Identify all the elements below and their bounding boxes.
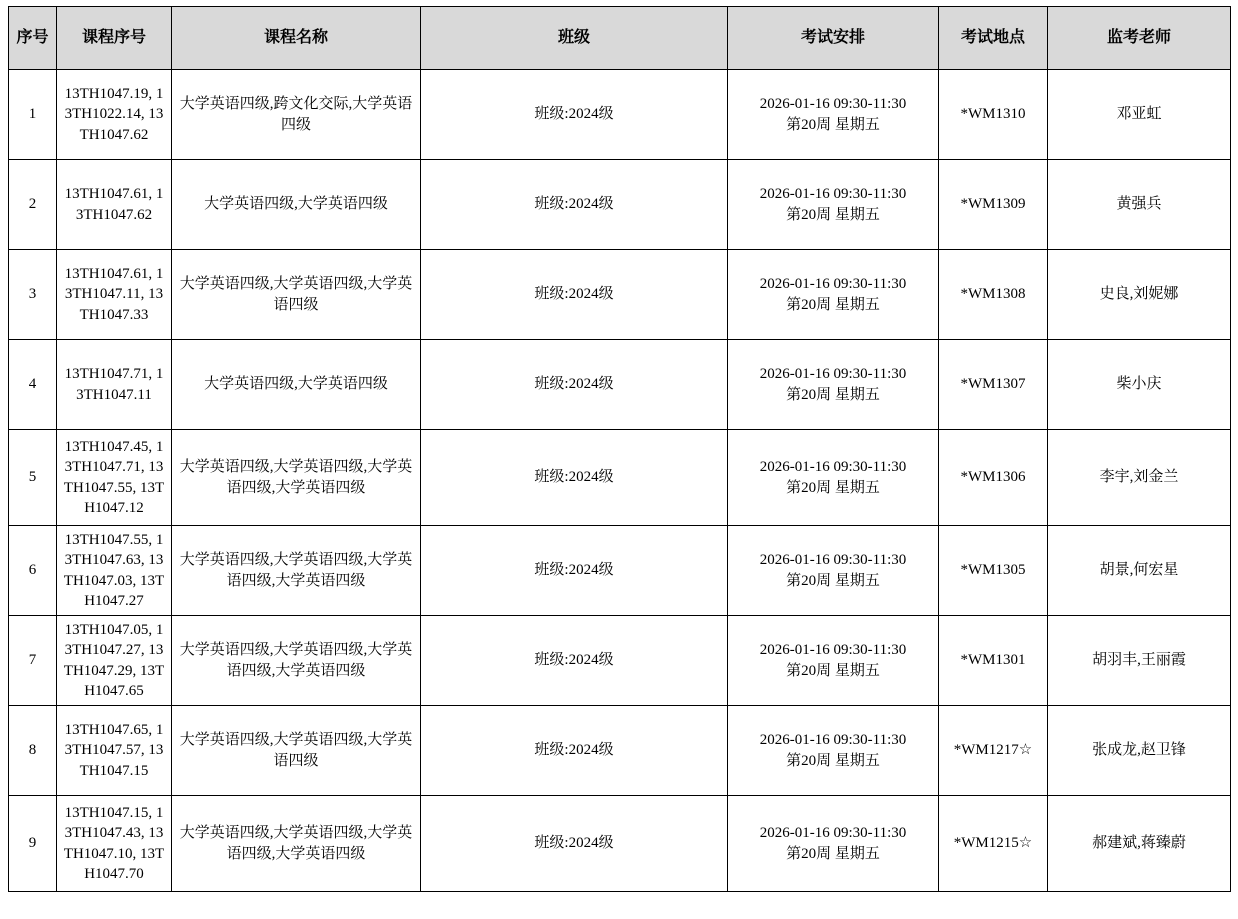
column-header-index: 序号 bbox=[9, 7, 57, 70]
cell-class: 班级:2024级 bbox=[421, 70, 728, 160]
table-row bbox=[9, 526, 1231, 616]
cell-course-code: 13TH1047.71, 13TH1047.11 bbox=[57, 340, 172, 430]
cell-schedule bbox=[728, 250, 939, 340]
cell-class: 班级:2024级 bbox=[421, 616, 728, 706]
cell-invigilator: 柴小庆 bbox=[1048, 340, 1231, 430]
cell-schedule bbox=[728, 706, 939, 796]
cell-course-name: 大学英语四级,大学英语四级,大学英语四级,大学英语四级 bbox=[172, 796, 421, 892]
table-header-row bbox=[9, 7, 1231, 70]
cell-schedule bbox=[728, 340, 939, 430]
schedule-week: 第20周 星期五 bbox=[786, 752, 880, 769]
column-header-invigilator: 监考老师 bbox=[1048, 7, 1231, 70]
cell-course-name: 大学英语四级,大学英语四级,大学英语四级,大学英语四级 bbox=[172, 430, 421, 526]
cell-invigilator: 张成龙,赵卫锋 bbox=[1048, 706, 1231, 796]
schedule-datetime: 2026-01-16 09:30-11:30 bbox=[759, 642, 907, 659]
cell-room: *WM1307 bbox=[939, 340, 1048, 430]
table-row bbox=[9, 340, 1231, 430]
schedule-datetime: 2026-01-16 09:30-11:30 bbox=[759, 825, 907, 842]
schedule-week: 第20周 星期五 bbox=[786, 296, 880, 313]
cell-invigilator: 郝建斌,蒋臻蔚 bbox=[1048, 796, 1231, 892]
cell-index: 4 bbox=[9, 340, 57, 430]
cell-class: 班级:2024级 bbox=[421, 430, 728, 526]
cell-class: 班级:2024级 bbox=[421, 160, 728, 250]
cell-course-name: 大学英语四级,大学英语四级,大学英语四级 bbox=[172, 250, 421, 340]
cell-course-code: 13TH1047.19, 13TH1022.14, 13TH1047.62 bbox=[57, 70, 172, 160]
cell-course-name: 大学英语四级,大学英语四级,大学英语四级 bbox=[172, 706, 421, 796]
table-row bbox=[9, 430, 1231, 526]
cell-course-name: 大学英语四级,大学英语四级 bbox=[172, 160, 421, 250]
table-row bbox=[9, 70, 1231, 160]
cell-room: *WM1308 bbox=[939, 250, 1048, 340]
cell-invigilator: 李宇,刘金兰 bbox=[1048, 430, 1231, 526]
cell-invigilator: 史良,刘妮娜 bbox=[1048, 250, 1231, 340]
cell-course-code: 13TH1047.55, 13TH1047.63, 13TH1047.03, 13TH1047.27 bbox=[57, 526, 172, 616]
cell-course-name: 大学英语四级,大学英语四级 bbox=[172, 340, 421, 430]
table-row bbox=[9, 796, 1231, 892]
cell-course-code: 13TH1047.15, 13TH1047.43, 13TH1047.10, 13TH1047.70 bbox=[57, 796, 172, 892]
cell-index: 8 bbox=[9, 706, 57, 796]
cell-room: *WM1301 bbox=[939, 616, 1048, 706]
exam-schedule-table bbox=[8, 6, 1231, 892]
cell-course-code: 13TH1047.65, 13TH1047.57, 13TH1047.15 bbox=[57, 706, 172, 796]
cell-index: 1 bbox=[9, 70, 57, 160]
schedule-week: 第20周 星期五 bbox=[786, 386, 880, 403]
schedule-datetime: 2026-01-16 09:30-11:30 bbox=[759, 366, 907, 383]
table-row bbox=[9, 616, 1231, 706]
cell-index: 3 bbox=[9, 250, 57, 340]
cell-class: 班级:2024级 bbox=[421, 706, 728, 796]
column-header-course-code: 课程序号 bbox=[57, 7, 172, 70]
schedule-week: 第20周 星期五 bbox=[786, 662, 880, 679]
schedule-week: 第20周 星期五 bbox=[786, 116, 880, 133]
schedule-datetime: 2026-01-16 09:30-11:30 bbox=[759, 186, 907, 203]
cell-room: *WM1310 bbox=[939, 70, 1048, 160]
column-header-room: 考试地点 bbox=[939, 7, 1048, 70]
column-header-class: 班级 bbox=[421, 7, 728, 70]
cell-index: 7 bbox=[9, 616, 57, 706]
cell-invigilator: 邓亚虹 bbox=[1048, 70, 1231, 160]
schedule-datetime: 2026-01-16 09:30-11:30 bbox=[759, 459, 907, 476]
cell-schedule bbox=[728, 526, 939, 616]
cell-schedule bbox=[728, 70, 939, 160]
cell-schedule bbox=[728, 616, 939, 706]
cell-class: 班级:2024级 bbox=[421, 340, 728, 430]
cell-schedule bbox=[728, 160, 939, 250]
cell-class: 班级:2024级 bbox=[421, 526, 728, 616]
cell-index: 5 bbox=[9, 430, 57, 526]
cell-course-code: 13TH1047.45, 13TH1047.71, 13TH1047.55, 13TH1047.12 bbox=[57, 430, 172, 526]
table-row bbox=[9, 250, 1231, 340]
table-row bbox=[9, 160, 1231, 250]
cell-course-name: 大学英语四级,跨文化交际,大学英语四级 bbox=[172, 70, 421, 160]
cell-schedule bbox=[728, 430, 939, 526]
column-header-course-name: 课程名称 bbox=[172, 7, 421, 70]
schedule-week: 第20周 星期五 bbox=[786, 572, 880, 589]
cell-invigilator: 胡景,何宏星 bbox=[1048, 526, 1231, 616]
cell-room: *WM1215☆ bbox=[939, 796, 1048, 892]
schedule-week: 第20周 星期五 bbox=[786, 206, 880, 223]
cell-schedule bbox=[728, 796, 939, 892]
cell-class: 班级:2024级 bbox=[421, 796, 728, 892]
cell-room: *WM1309 bbox=[939, 160, 1048, 250]
cell-class: 班级:2024级 bbox=[421, 250, 728, 340]
schedule-datetime: 2026-01-16 09:30-11:30 bbox=[759, 276, 907, 293]
schedule-week: 第20周 星期五 bbox=[786, 479, 880, 496]
cell-room: *WM1305 bbox=[939, 526, 1048, 616]
cell-index: 9 bbox=[9, 796, 57, 892]
schedule-datetime: 2026-01-16 09:30-11:30 bbox=[759, 552, 907, 569]
schedule-datetime: 2026-01-16 09:30-11:30 bbox=[759, 96, 907, 113]
schedule-week: 第20周 星期五 bbox=[786, 845, 880, 862]
cell-invigilator: 黄强兵 bbox=[1048, 160, 1231, 250]
cell-room: *WM1306 bbox=[939, 430, 1048, 526]
cell-room: *WM1217☆ bbox=[939, 706, 1048, 796]
schedule-datetime: 2026-01-16 09:30-11:30 bbox=[759, 732, 907, 749]
cell-course-code: 13TH1047.05, 13TH1047.27, 13TH1047.29, 13TH1047.65 bbox=[57, 616, 172, 706]
cell-index: 6 bbox=[9, 526, 57, 616]
table-body bbox=[9, 70, 1231, 892]
column-header-schedule: 考试安排 bbox=[728, 7, 939, 70]
cell-invigilator: 胡羽丰,王丽霞 bbox=[1048, 616, 1231, 706]
cell-course-name: 大学英语四级,大学英语四级,大学英语四级,大学英语四级 bbox=[172, 526, 421, 616]
cell-course-code: 13TH1047.61, 13TH1047.11, 13TH1047.33 bbox=[57, 250, 172, 340]
cell-course-name: 大学英语四级,大学英语四级,大学英语四级,大学英语四级 bbox=[172, 616, 421, 706]
cell-course-code: 13TH1047.61, 13TH1047.62 bbox=[57, 160, 172, 250]
table-row bbox=[9, 706, 1231, 796]
cell-index: 2 bbox=[9, 160, 57, 250]
